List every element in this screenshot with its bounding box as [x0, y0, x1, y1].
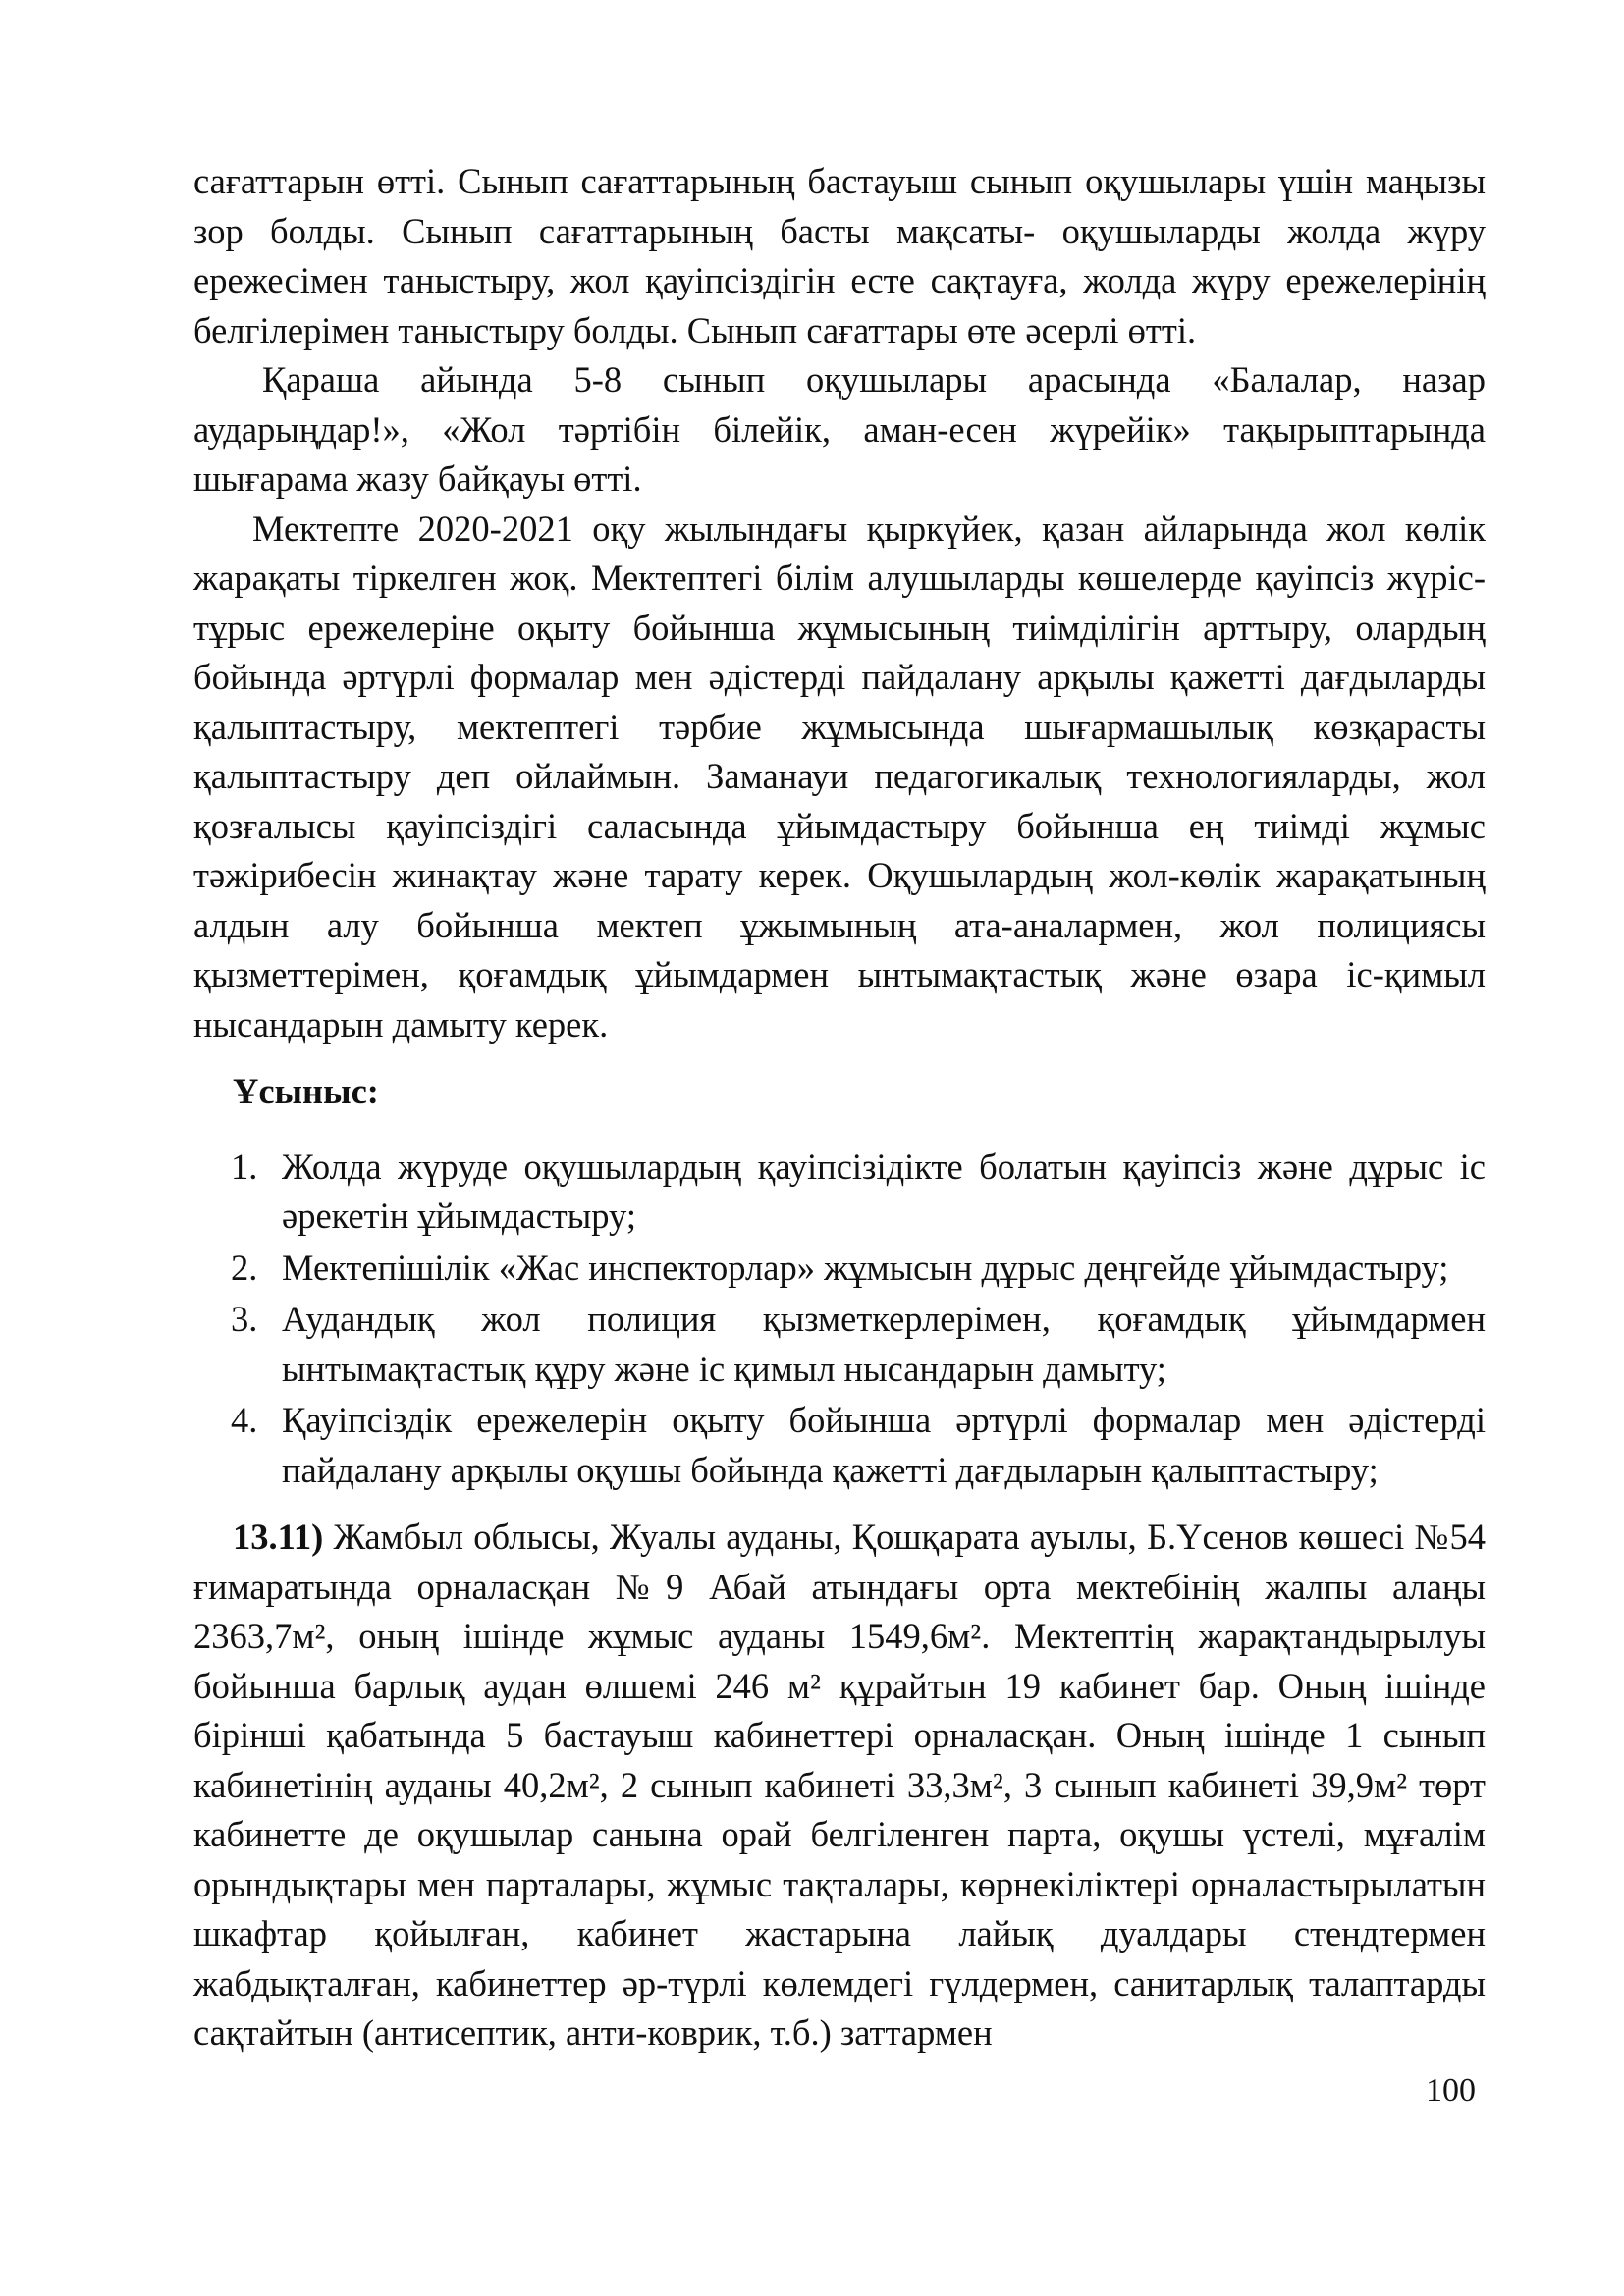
- paragraph-school-building: [193, 1513, 1486, 2058]
- list-item: [193, 1244, 1486, 1294]
- list-item-text: Жолда жүруде оқушылардың қауіпсізідікте болатын қауіпсіз және дұрыс іс әрекетін ұйымдастыру;: [282, 1146, 1486, 1236]
- document-page: [193, 157, 1486, 2058]
- paragraph-essay-contest: Қараша айында 5-8 сынып оқушылары арасында «Балалар, назар аударыңдар!», «Жол тәртібін білейік, аман-есен жүрейік» тақырыптарында шығарама жазу байқауы өтті.: [193, 359, 1486, 499]
- list-item: [193, 1396, 1486, 1495]
- list-item: [193, 1295, 1486, 1394]
- list-item-number: 2.: [231, 1247, 258, 1288]
- section-number: 13.11): [233, 1517, 324, 1557]
- list-item-number: 1.: [231, 1146, 258, 1187]
- recommendations-heading: Ұсыныс:: [233, 1071, 379, 1111]
- page-number: 100: [1426, 2072, 1476, 2109]
- list-item-text: Қауіпсіздік ережелерін оқыту бойынша әртүрлі формалар мен әдістерді пайдалану арқылы оқушы бойында қажетті дағдыларын қалыптастыру;: [282, 1400, 1486, 1490]
- list-item: [193, 1143, 1486, 1242]
- recommendations-list: [193, 1143, 1486, 1496]
- list-item-number: 4.: [231, 1400, 258, 1440]
- list-item-number: 3.: [231, 1299, 258, 1339]
- list-item-text: Аудандық жол полиция қызметкерлерімен, қоғамдық ұйымдармен ынтымақтастық құру және іс қимыл нысандарын дамыту;: [282, 1299, 1486, 1389]
- paragraph-school-building-text: Жамбыл облысы, Жуалы ауданы, Қошқарата ауылы, Б.Үсенов көшесі №54 ғимаратында орналасқан №9 Абай атындағы орта мектебінің жалпы алаңы 2363,7м², оның ішінде жұмыс ауданы 1549,6м². Мектептің жарақтандырылуы бойынша барлық аудан өлшемі 246 м² құрайтын 19 кабинет бар. Оның ішінде бірінші қабатында 5 бастауыш кабинеттері орналасқан. Оның ішінде 1 сынып кабинетінің ауданы 40,2м², 2 сынып кабинеті 33,3м², 3 сынып кабинеті 39,9м² төрт кабинетте де оқушылар санына орай белгіленген парта, оқушы үстелі, мұғалім орындықтары мен парталары, жұмыс тақталары, көрнекіліктері орналастырылатын шкафтар қойылған, кабинет жастарына лайық дуалдары стендтермен жабдықталған, кабинеттер әр-түрлі көлемдегі гүлдермен, санитарлық талаптарды сақтайтын (антисептик, анти-коврик, т.б.) заттармен: [193, 1517, 1486, 2053]
- list-item-text: Мектепішілік «Жас инспекторлар» жұмысын дұрыс деңгейде ұйымдастыру;: [282, 1247, 1449, 1288]
- paragraph-class-hours: сағаттарын өтті. Сынып сағаттарының бастауыш сынып оқушылары үшін маңызы зор болды. Сынып сағаттарының басты мақсаты- оқушыларды жолда жүру ережесімен таныстыру, жол қауіпсіздігін есте сақтауға, жолда жүру ережелерінің белгілерімен таныстыру болды. Сынып сағаттары өте әсерлі өтті.: [193, 161, 1486, 350]
- paragraph-school-safety: Мектепте 2020-2021 оқу жылындағы қыркүйек, қазан айларында жол көлік жарақаты тіркелген жоқ. Мектептегі білім алушыларды көшелерде қауіпсіз жүріс-тұрыс ережелеріне оқыту бойынша жұмысының тиімділігін арттыру, олардың бойында әртүрлі формалар мен әдістерді пайдалану арқылы қажетті дағдыларды қалыптастыру, мектептегі тәрбие жұмысында шығармашылық көзқарасты қалыптастыру деп ойлаймын. Заманауи педагогикалық технологияларды, жол қозғалысы қауіпсіздігі саласында ұйымдастыру бойынша ең тиімді жұмыс тәжірибесін жинақтау және тарату керек. Оқушылардың жол-көлік жарақатының алдын алу бойынша мектеп ұжымының ата-аналармен, жол полициясы қызметтерімен, қоғамдық ұйымдармен ынтымақтастық және өзара іс-қимыл нысандарын дамыту керек.: [193, 507, 1486, 1044]
